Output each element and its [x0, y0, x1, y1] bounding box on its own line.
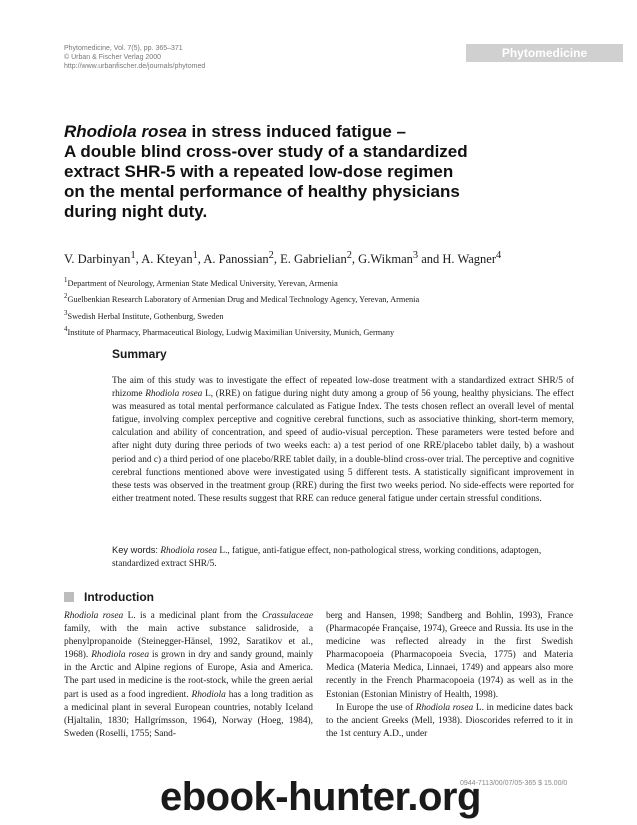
author: A. Panossian	[203, 252, 269, 267]
keywords-label: Key words:	[112, 545, 158, 555]
author-affil-mark: 1	[192, 250, 198, 261]
intro-paragraph: In Europe the use of Rhodiola rosea L. in medicine dates back to the ancient Greeks (Mell, 1938). Dioscorides referred to it in the 1st century A.D., under	[326, 702, 573, 739]
watermark: ebook-hunter.org	[160, 775, 481, 819]
affiliation: $^4$Institute of Pharmacy, Pharmaceutical Biology, Ludwig Maximilian University, Munich, Germany	[64, 325, 395, 337]
journal-url[interactable]: http://www.urbanfischer.de/journals/phytomed	[64, 63, 206, 70]
keywords: Key words: Rhodiola rosea L., fatigue, anti-fatigue effect, non-pathological stress, working conditions, adaptogen, standardized extract SHR/5.	[112, 545, 542, 570]
title-line3: extract SHR-5 with a repeated low-dose regimen	[64, 162, 454, 181]
title-species: Rhodiola rosea	[64, 122, 187, 141]
intro-paragraph: berg and Hansen, 1998; Sandberg and Bohlin, 1993), France (Pharmacopée Française, 1974), Greece and Russia. Its use in the medicine was reflected already in the first Swedish Pharmacopoeia (Pharmacopoeia Svecia, 1775) and Materia Medica (Materia Medica, Linnaei, 1749) and appears also more recently in the French Pharmacopoeia (1974) as well as in the Estonian (Estonian Ministry of Health, 1998).	[326, 611, 573, 700]
author-affil-mark: 4	[496, 250, 502, 261]
journal-logo: Phytomedicine	[466, 44, 623, 62]
author: G.Wikman	[358, 252, 413, 267]
affiliation: $^2$Guelbenkian Research Laboratory of Armenian Drug and Medical Technology Agency, Yerevan, Armenia	[64, 293, 420, 305]
author: E. Gabrielian	[280, 252, 347, 267]
citation-line: Phytomedicine, Vol. 7(5), pp. 365–371	[64, 45, 183, 52]
author: H. Wagner	[442, 252, 496, 267]
title-line5: during night duty.	[64, 202, 208, 221]
affiliations	[64, 274, 419, 339]
author-affil-mark: 2	[346, 250, 352, 261]
title-line2: A double blind cross-over study of a standardized	[64, 142, 468, 161]
title-line1: in stress induced fatigue –	[186, 122, 406, 141]
author: V. Darbinyan	[64, 252, 131, 267]
article-code: 0944-7113/00/07/05-365 $ 15.00/0	[460, 780, 568, 787]
section-square-icon	[64, 592, 74, 602]
author-affil-mark: 3	[412, 250, 419, 261]
title-line4: on the mental performance of healthy physicians	[64, 182, 460, 201]
summary-text: The aim of this study was to investigate the effect of repeated low-dose treatment with a standardized extract SHR/5 of rhizome Rhodiola rosea L, (RRE) on fatigue during night duty among a group of 56 young, healthy physicians. The effect was measured as total mental performance calculated as Fatigue Index. The tests chosen reflect an overall level of mental fatigue, involving complex perceptive and cognitive cerebral functions, such as associative thinking, short-term memory, calculation and ability of concentration, and speed of audio-visual perception. These parameters were tested before and after night duty during three periods of two weeks each: a) a test period of one RRE/placebo tablet daily, b) a washout period and c) a third period of one placebo/RRE tablet daily, in a double-blind cross-over trial. The perceptive and cognitive cerebral functions mentioned above were investigated using 5 different tests. A statistically significant improvement in these tests was observed in the treatment group (RRE) during the first two weeks period. No side-effects were reported for either treatment noted. These results suggest that RRE can reduce general fatigue under certain stressful conditions.	[112, 376, 574, 504]
intro-column-left: Rhodiola rosea L. is a medicinal plant from the Crassulaceae family, with the main active substance salidroside, a phenylpropanoide (Steinegger-Hänsel, 1992, Saratikov et al., 1968). Rhodiola rosea is grown in dry and sandy ground, mainly in the Arctic and Alpine regions of Europe, Asia and America. The part used in medicine is the root-stock, while the green aerial part is used as a food ingredient. Rhodiola has a long tradition as a medicinal plant in several European countries, notably Iceland (Hjaltalin, 1830; Hallgrímsson, 1964), Norway (Hoeg, 1984), Sweden (Roselli, 1755; Sand-	[64, 611, 314, 739]
intro-column-right	[326, 610, 573, 741]
author-list: V. Darbinyan$^1$, A. Kteyan$^1$, A. Panossian$^2$, E. Gabrielian$^2$, G.Wikman$^3$ and H. Wagner$^4$	[64, 250, 502, 267]
affiliation: $^1$Department of Neurology, Armenian State Medical University, Yerevan, Armenia	[64, 277, 338, 288]
summary-heading: Summary	[112, 347, 167, 361]
author-affil-mark: 2	[268, 250, 274, 261]
journal-citation	[64, 44, 205, 71]
affiliation: $^3$Swedish Herbal Institute, Gothenburg, Sweden	[64, 309, 224, 321]
introduction-heading: Introduction	[64, 590, 154, 604]
paper-title	[64, 122, 604, 222]
author: A. Kteyan	[141, 252, 193, 267]
author-affil-mark: 1	[130, 250, 136, 261]
copyright-line: © Urban & Fischer Verlag 2000	[64, 54, 161, 61]
